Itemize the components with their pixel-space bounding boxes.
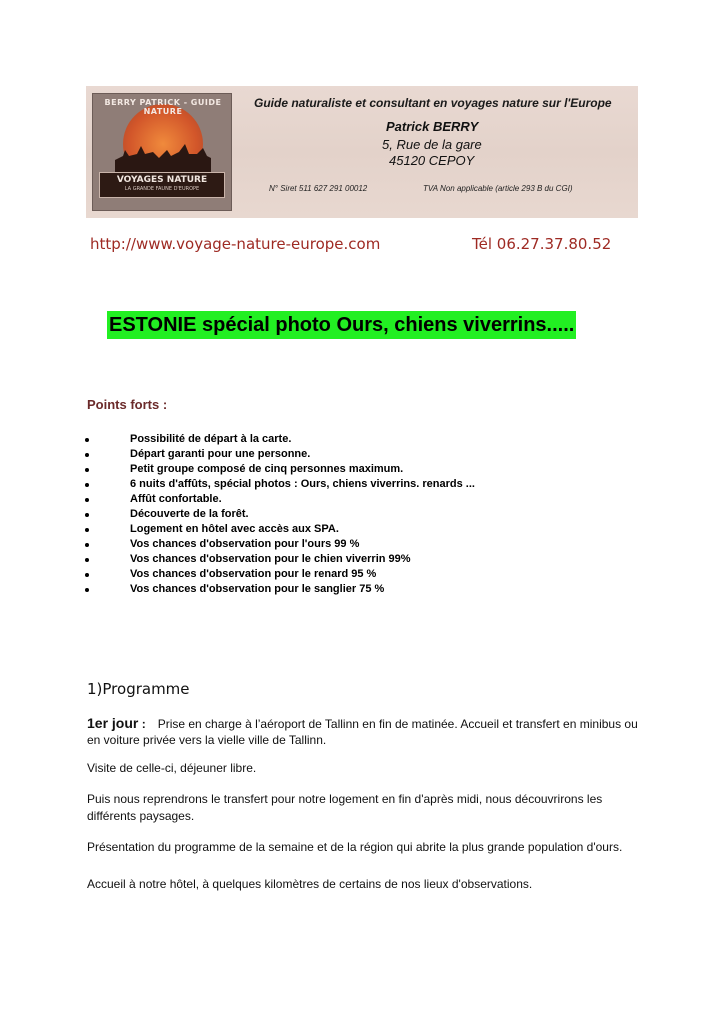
banner-siret: N° Siret 511 627 291 00012 xyxy=(269,184,368,193)
list-item-text: Découverte de la forêt. xyxy=(130,508,249,520)
bullet-icon xyxy=(85,438,89,442)
list-item xyxy=(82,582,475,597)
day1-paragraph xyxy=(87,715,639,748)
points-forts-heading: Points forts : xyxy=(87,397,168,412)
banner-name: Patrick BERRY xyxy=(386,119,479,134)
list-item-text: Petit groupe composé de cinq personnes maximum. xyxy=(130,463,404,475)
logo xyxy=(92,93,232,211)
logo-band-title: VOYAGES NATURE xyxy=(116,175,208,185)
logo-band-subtitle: LA GRANDE FAUNE D'EUROPE xyxy=(124,186,200,192)
banner-tva: TVA Non applicable (article 293 B du CGI) xyxy=(423,184,573,193)
list-item-text: Vos chances d'observation pour le renard 95 % xyxy=(130,568,377,580)
list-item-text: Départ garanti pour une personne. xyxy=(130,448,311,460)
header-banner xyxy=(86,86,638,218)
day-label-colon: : xyxy=(138,717,146,731)
list-item xyxy=(82,522,475,537)
list-item xyxy=(82,462,475,477)
logo-ring-text: BERRY PATRICK - GUIDE NATURE xyxy=(104,98,222,116)
points-forts-list xyxy=(82,432,475,597)
list-item-text: 6 nuits d'affûts, spécial photos : Ours, chiens viverrins. renards ... xyxy=(130,478,475,490)
list-item xyxy=(82,507,475,522)
banner-tagline: Guide naturaliste et consultant en voyages nature sur l'Europe xyxy=(254,96,612,110)
list-item xyxy=(82,447,475,462)
banner-street: 5, Rue de la gare xyxy=(382,137,482,152)
paragraph: Accueil à notre hôtel, à quelques kilomètres de certains de nos lieux d'observations. xyxy=(87,877,533,891)
wildlife-silhouette-icon xyxy=(115,142,211,172)
bullet-icon xyxy=(85,588,89,592)
day1-text: Prise en charge à l’aéroport de Tallinn en fin de matinée. Accueil et transfert en minibus ou en voiture privée vers la vielle ville de Tallinn. xyxy=(87,717,638,747)
phone-number: Tél 06.27.37.80.52 xyxy=(472,235,612,253)
bullet-icon xyxy=(85,558,89,562)
paragraph: Puis nous reprendrons le transfert pour notre logement en fin d'après midi, nous découvrirons les différents paysages. xyxy=(87,792,603,823)
list-item xyxy=(82,552,475,567)
document-title: ESTONIE spécial photo Ours, chiens viverrins..... xyxy=(107,311,576,339)
list-item xyxy=(82,477,475,492)
list-item xyxy=(82,537,475,552)
list-item-text: Vos chances d'observation pour l'ours 99 % xyxy=(130,538,360,550)
list-item xyxy=(82,567,475,582)
day-label: 1er jour xyxy=(87,715,139,731)
website-link[interactable]: http://www.voyage-nature-europe.com xyxy=(90,235,381,253)
bullet-icon xyxy=(85,543,89,547)
bullet-icon xyxy=(85,513,89,517)
list-item-text: Vos chances d'observation pour le sanglier 75 % xyxy=(130,583,385,595)
bullet-icon xyxy=(85,498,89,502)
logo-band xyxy=(99,172,225,198)
list-item-text: Possibilité de départ à la carte. xyxy=(130,433,292,445)
bullet-icon xyxy=(85,453,89,457)
list-item-text: Affût confortable. xyxy=(130,493,222,505)
paragraph: Visite de celle-ci, déjeuner libre. xyxy=(87,761,257,775)
bullet-icon xyxy=(85,528,89,532)
bullet-icon xyxy=(85,483,89,487)
list-item xyxy=(82,492,475,507)
list-item xyxy=(82,432,475,447)
bullet-icon xyxy=(85,573,89,577)
bullet-icon xyxy=(85,468,89,472)
list-item-text: Vos chances d'observation pour le chien viverrin 99% xyxy=(130,553,411,565)
list-item-text: Logement en hôtel avec accès aux SPA. xyxy=(130,523,339,535)
programme-heading: 1)Programme xyxy=(87,680,190,698)
paragraph: Présentation du programme de la semaine et de la région qui abrite la plus grande population d'ours. xyxy=(87,840,623,854)
banner-city: 45120 CEPOY xyxy=(389,153,475,168)
